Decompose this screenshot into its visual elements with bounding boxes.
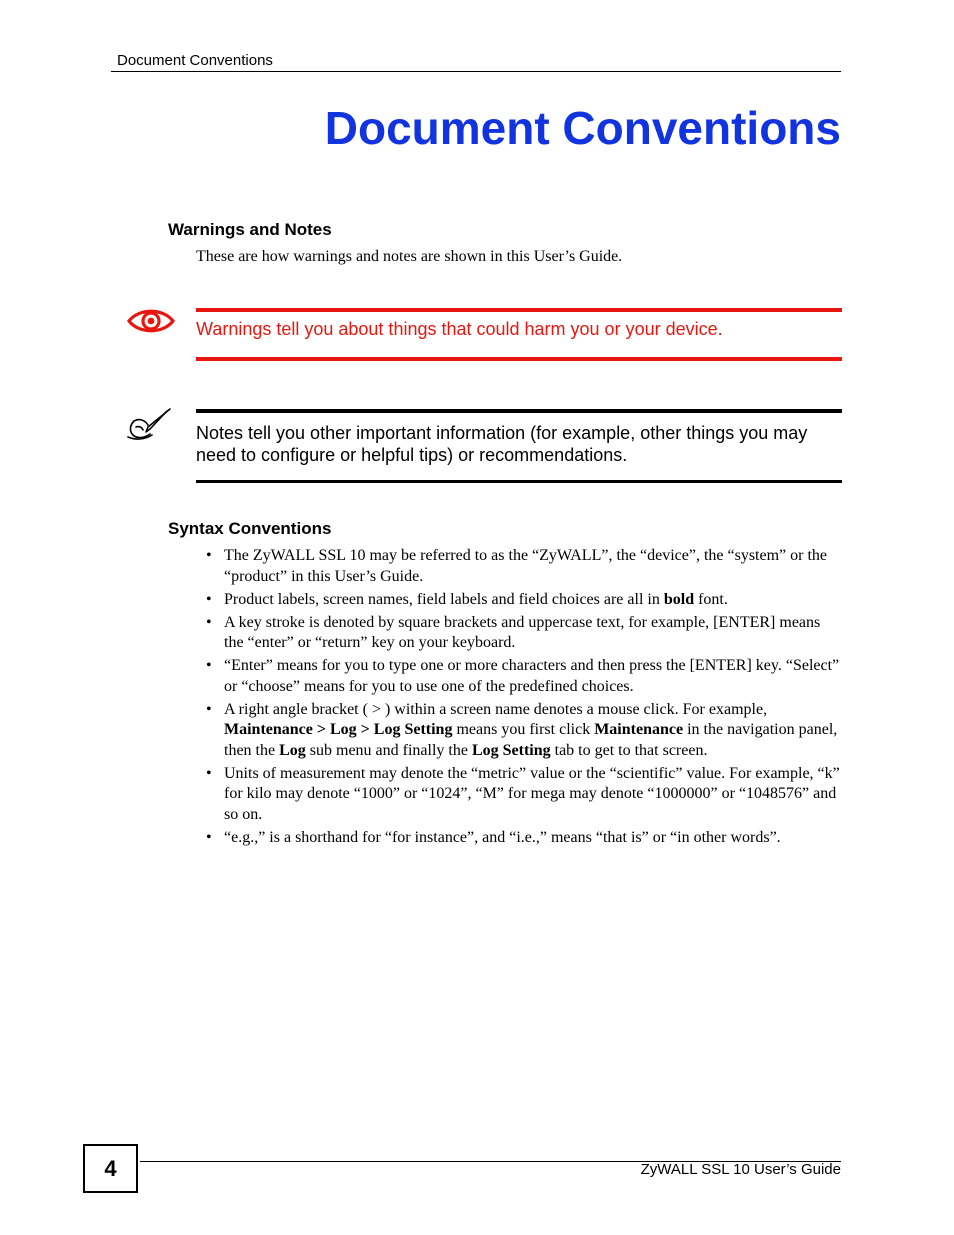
bullet-icon: • bbox=[206, 547, 212, 564]
syntax-conventions-heading: Syntax Conventions bbox=[168, 519, 332, 538]
list-item bbox=[196, 700, 842, 762]
bullet-icon: • bbox=[206, 764, 212, 782]
list-item bbox=[196, 764, 842, 826]
writing-hand-icon bbox=[126, 407, 174, 443]
list-item-text: “Enter” means for you to type one or more characters and then press the [ENTER] key. “Select” or “choose” means for you to use one of the predefined choices. bbox=[224, 657, 840, 695]
bold-term: Log bbox=[279, 741, 306, 759]
warnings-notes-heading: Warnings and Notes bbox=[168, 220, 332, 239]
note-text: Notes tell you other important information (for example, other things you may need to configure or helpful tips) or recommendations. bbox=[196, 423, 808, 465]
note-top-rule bbox=[196, 409, 842, 413]
bullet-icon: • bbox=[206, 590, 212, 608]
bullet-icon: • bbox=[206, 828, 212, 846]
list-item bbox=[196, 828, 842, 849]
running-header: Document Conventions bbox=[117, 52, 273, 69]
bullet-icon: • bbox=[206, 613, 212, 631]
list-item-text: Product labels, screen names, field labels and field choices are all in bbox=[224, 590, 664, 608]
list-item-text: Units of measurement may denote the “metric” value or the “scientific” value. For example, “k” for kilo may denote “1000” or “1024”, “M” for mega may denote “1000000” or “1048576” and so on. bbox=[224, 764, 840, 823]
note-bottom-rule bbox=[196, 480, 842, 483]
warnings-notes-intro: These are how warnings and notes are shown in this User’s Guide. bbox=[196, 248, 623, 265]
bullet-icon: • bbox=[206, 700, 212, 718]
bold-term: Maintenance bbox=[594, 721, 684, 738]
list-item bbox=[196, 546, 842, 587]
bold-term: Log Setting bbox=[471, 741, 551, 759]
page-title: Document Conventions bbox=[324, 102, 841, 154]
page-number: 4 bbox=[83, 1144, 138, 1193]
eye-icon bbox=[127, 306, 175, 336]
list-item bbox=[196, 590, 842, 611]
warning-bottom-rule bbox=[196, 357, 842, 361]
warning-text: Warnings tell you about things that could harm you or your device. bbox=[196, 319, 723, 339]
list-item bbox=[196, 613, 842, 654]
warning-top-rule bbox=[196, 308, 842, 312]
list-item-text: tab to get to that screen. bbox=[550, 741, 708, 759]
syntax-conventions-list bbox=[196, 546, 842, 851]
list-item-text: “e.g.,” is a shorthand for “for instance”, and “i.e.,” means “that is” or “in other words”. bbox=[224, 828, 781, 846]
list-item-text: in the navigation panel, then the bbox=[224, 721, 838, 759]
bold-term: Maintenance > Log > Log Setting bbox=[224, 721, 453, 738]
footer-guide-title: ZyWALL SSL 10 User’s Guide bbox=[640, 1161, 841, 1178]
header-rule bbox=[111, 71, 841, 72]
list-item-text: A right angle bracket ( > ) within a screen name denotes a mouse click. For example, bbox=[224, 700, 768, 718]
list-item-text: A key stroke is denoted by square brackets and uppercase text, for example, [ENTER] means the “enter” or “return” key on your keyboard. bbox=[224, 613, 821, 651]
list-item-text: The ZyWALL SSL 10 may be referred to as the “ZyWALL”, the “device”, the “system” or the “product” in this User’s Guide. bbox=[224, 547, 828, 585]
list-item bbox=[196, 656, 842, 697]
list-item-text: font. bbox=[694, 590, 728, 608]
bullet-icon: • bbox=[206, 657, 212, 674]
list-item-text: sub menu and finally the bbox=[305, 741, 472, 759]
bold-term: bold bbox=[663, 590, 695, 608]
list-item-text: means you first click bbox=[452, 721, 595, 738]
